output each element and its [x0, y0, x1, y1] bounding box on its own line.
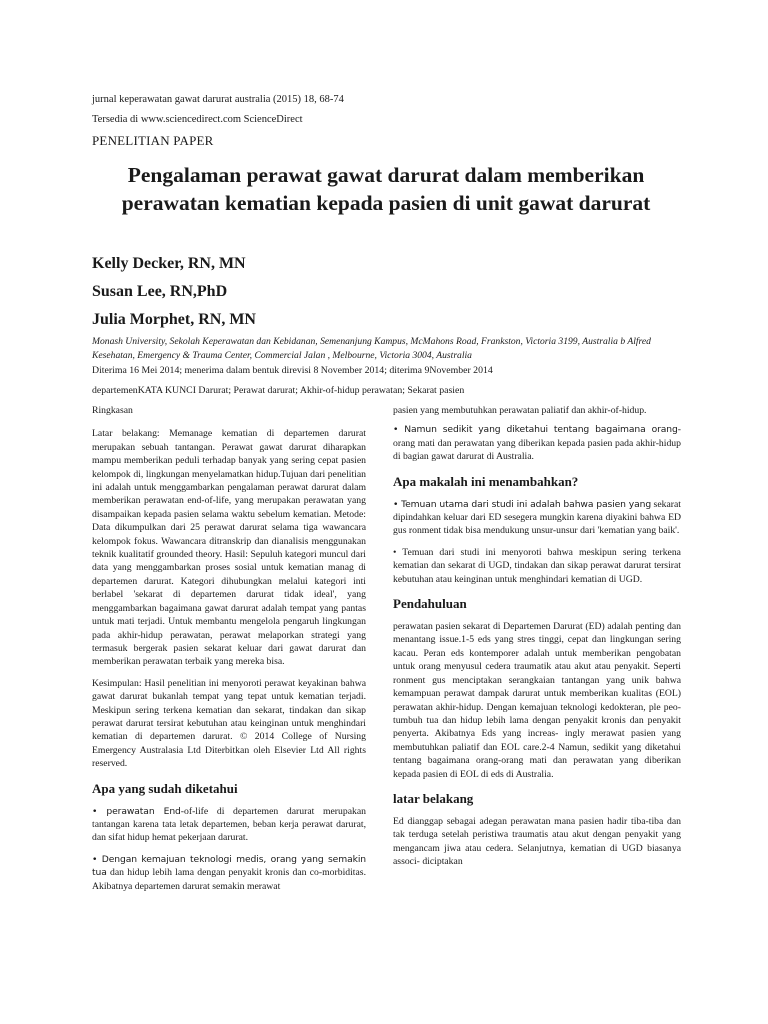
- known-bullet-2-lead: • Dengan kemajuan teknologi medis, orang yang semakin tua: [92, 853, 366, 879]
- known-bullet-1-lead: • perawatan End: [92, 805, 181, 817]
- intro-heading: Pendahuluan: [393, 596, 467, 612]
- journal-line: jurnal keperawatan gawat darurat australia (2015) 18, 68-74: [92, 94, 344, 105]
- adds-bullet-1-lead: • Temuan utama dari studi ini adalah bahwa pasien yang: [393, 498, 652, 510]
- article-type: PENELITIAN PAPER: [92, 133, 214, 148]
- paper-title: Pengalaman perawat gawat darurat dalam memberikan perawatan kematian kepada pasien di unit gawat darurat: [121, 163, 651, 215]
- background-heading: latar belakang: [393, 790, 474, 806]
- left-column: [92, 404, 366, 893]
- adds-bullet-1: [393, 498, 681, 538]
- author-3: Julia Morphet, RN, MN: [92, 311, 256, 328]
- available-line: Tersedia di www.sciencedirect.com ScienceDirect: [92, 114, 303, 125]
- dates-line: Diterima 16 Mei 2014; menerima dalam bentuk direvisi 8 November 2014; diterima 9November 2014: [92, 365, 493, 376]
- summary-label: Ringkasan: [92, 405, 133, 416]
- author-2: Susan Lee, RN,PhD: [92, 283, 228, 300]
- intro-text: perawatan pasien sekarat di Departemen Darurat (ED) adalah penting dan menantang issue.1-5 eds yang stres tinggi, cepat dan lingkungan sering kacau. Peran eds kontemporer adalah untuk memberikan pengobatan untuk orang menyusul cedera traumatik atau akut atau penyakit. Seperti ronment gus menciptakan serangkaian tantangan yang unik bahwa kemampuan perawat dampak darurat untuk memberikan kualitas (EOL) perawatan akhir-hidup. Dengan kemajuan teknologi kedokteran, ple peo- tumbuh tua dan hidup lebih lama dengan penyakit kronis dan penyakit penyerta. Akibatnya Eds yang increas- ingly merawat pasien yang membutuhkan paliatif dan EOL care.2-4 Namun, sedikit yang diketahui tentang bagaimana orang-orang mati dan perawatan yang diberikan kepada pasien di EOL di eds di Australia.: [393, 621, 681, 780]
- adds-bullet-2: • Temuan dari studi ini menyoroti bahwa meskipun sering terkena kematian dan sekarat di UGD, tindakan dan sikap perawat darurat tersirat kebutuhan atau keinginan untuk menghindari kematian di UGD.: [393, 546, 681, 585]
- affiliation: Monash University, Sekolah Keperawatan dan Kebidanan, Semenanjung Kampus, McMahons Road, Frankston, Victoria 3199, Australia b Alfred Kesehatan, Emergency & Trauma Center, Commercial Jalan , Melbourne, Victoria 3004, Australia: [92, 336, 651, 361]
- abstract-background: Latar belakang: Memanage kematian di departemen darurat merupakan sebuah tantangan. Perawat gawat darurat diharapkan mampu memberikan peduli terhadap banyak yang sering cepat pasien kelompok di, lingkungan menyelamatkan hidup.Tujuan dari penelitian ini adalah untuk menggambarkan pengalaman perawat darurat dalam memberikan perawatan end-of-life, yang merupakan perawatan yang disampaikan kepada pasien selama waktu sebelum kematian. Metode: Data dikumpulkan dari 25 perawat darurat selama tiga wawancara kelompok fokus. Wawancara ditranskrip dan dianalisis menggunakan teknik kualitatif grounded theory. Hasil: Sepuluh kategori muncul dari data yang menggambarkan proses sosial untuk kematian manag di departemen darurat. Kategori dihubungkan melalui kategori inti berlabel 'sekarat di departemen darurat tidak ideal', yang menggambarkan bagaimana gawat darurat adalah tempat yang pantas untuk mati terjadi. Untuk membantu mengelola pengaruh lingkungan pada akhir-hidup perawatan, perawat melaporkan strategi yang termasuk bergerak pasien sekarat keluar dari gawat darurat dan memberikan perawatan terbaik yang mereka bisa.: [92, 428, 366, 668]
- continued-text: pasien yang membutuhkan perawatan paliatif dan akhir-of-hidup.: [393, 405, 647, 416]
- known-bullet-3-text: -orang mati dan perawatan yang diberikan kepada pasien pada akhir-hidup di bagian gawat darurat di Australia.: [393, 424, 681, 463]
- keywords-line: departemenKATA KUNCI Darurat; Perawat darurat; Akhir-of-hidup perawatan; Sekarat pasien: [92, 385, 465, 396]
- known-bullet-1: [92, 805, 366, 845]
- adds-heading: Apa makalah ini menambahkan?: [393, 473, 579, 489]
- adds-bullet-1-text: sekarat dipindahkan keluar dari ED sesegera mungkin karena diyakini bahwa ED gus ronment tidak bisa mendukung unsur-unsur dari 'kematian yang baik'.: [393, 498, 681, 537]
- known-bullet-2: [92, 853, 366, 893]
- author-1: Kelly Decker, RN, MN: [92, 255, 246, 272]
- abstract-conclusion: Kesimpulan: Hasil penelitian ini menyoroti perawat keyakinan bahwa gawat darurat bukanlah tempat yang tepat untuk kematian terjadi. Meskipun sering terkena kematian dan sekarat, tindakan dan sikap perawat darurat tersirat kebutuhan atau keinginan untuk menghindari kematian di departemen darurat. © 2014 College of Nursing Emergency Australasia Ltd Diterbitkan oleh Elsevier Ltd All rights reserved.: [92, 677, 366, 770]
- right-column: [393, 404, 681, 869]
- known-heading: Apa yang sudah diketahui: [92, 780, 238, 796]
- known-bullet-2-text: dan hidup lebih lama dengan penyakit kronis dan co-morbiditas. Akibatnya departemen darurat semakin merawat: [92, 867, 366, 892]
- background-text: Ed dianggap sebagai adegan perawatan mana pasien hadir tiba-tiba dan tak terduga setelah peristiwa traumatis atau akut dengan penyakit yang mengancam jiwa atau cedera. Selanjutnya, kematian di UGD biasanya associ- diciptakan: [393, 815, 681, 868]
- known-bullet-3-lead: • Namun sedikit yang diketahui tentang bagaimana orang: [393, 424, 678, 436]
- known-bullet-3: [393, 423, 681, 463]
- known-bullet-1-text: -of-life di departemen darurat merupakan tantangan karena tata letak departemen, beban kerja perawat darurat, dan sifat hidup hemat pekerjaan darurat.: [92, 805, 367, 844]
